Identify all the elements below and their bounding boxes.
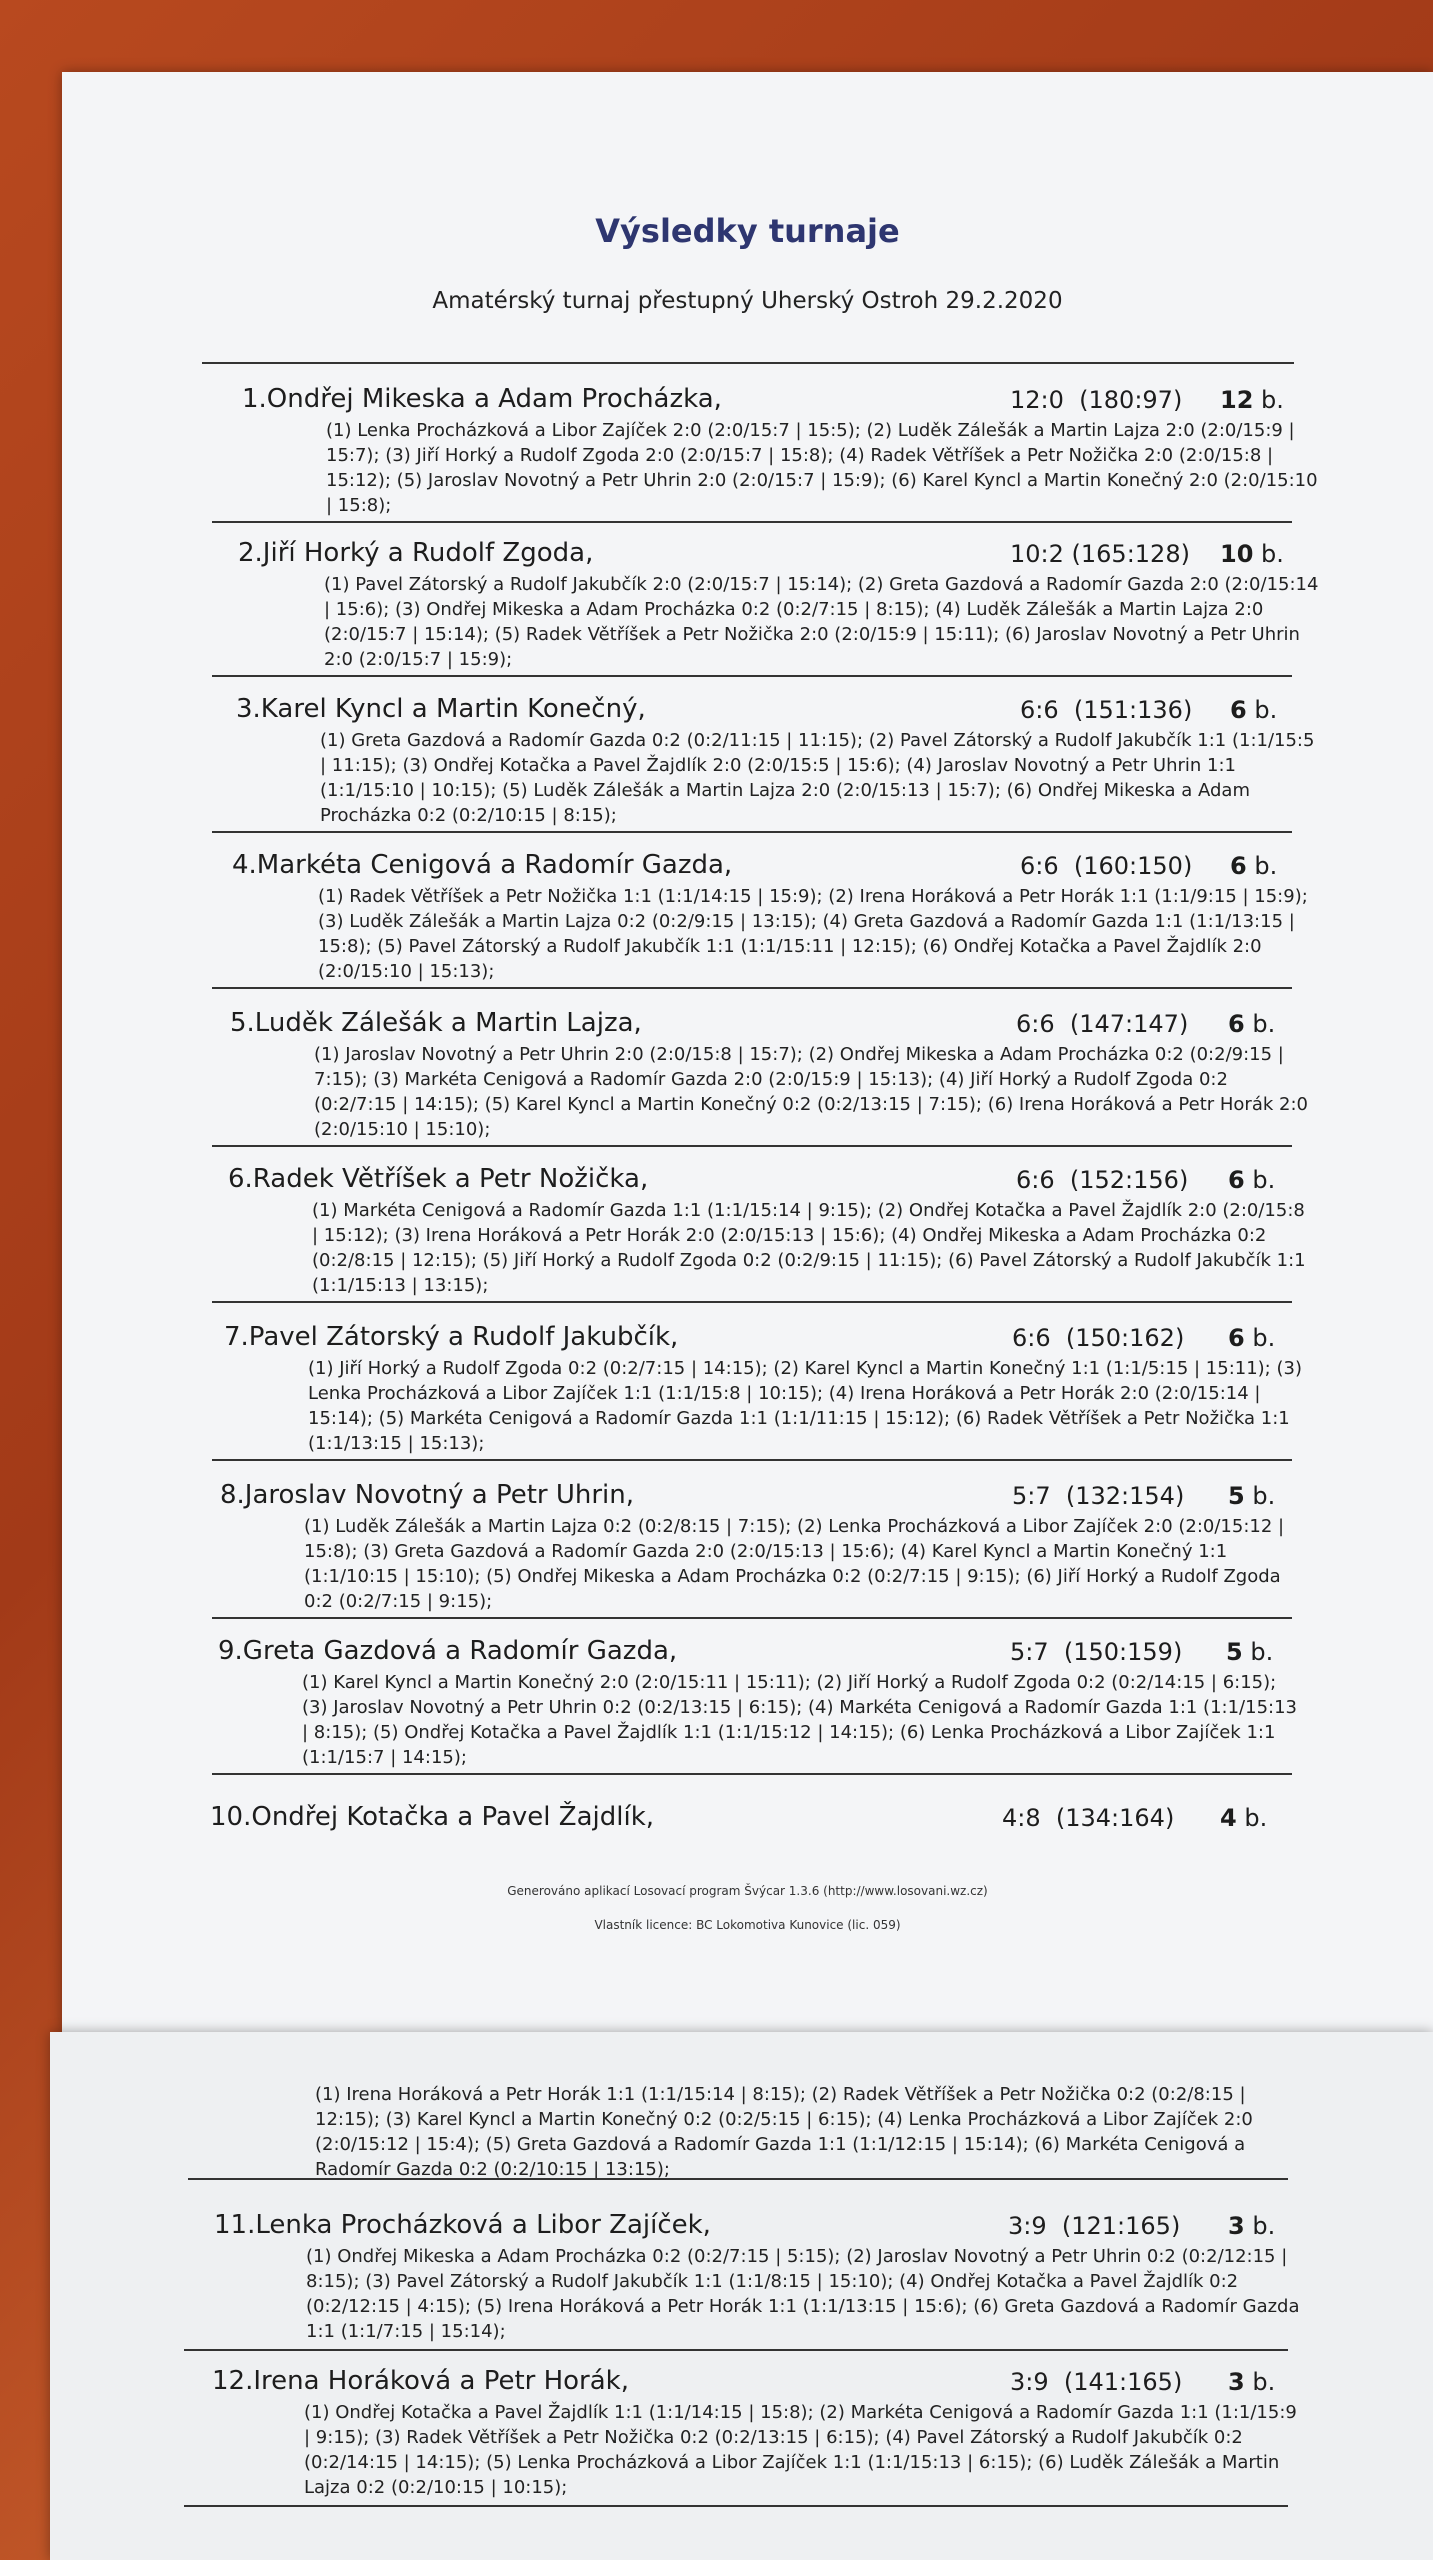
points-value: 6	[1228, 1166, 1245, 1194]
tournament-subtitle: Amatérský turnaj přestupný Uherský Ostroh 29.2.2020	[432, 288, 1063, 314]
team-name: 11.Lenka Procházková a Libor Zajíček,	[214, 2210, 711, 2240]
match-list: (1) Ondřej Kotačka a Pavel Žajdlík 1:1 (1:1/14:15 | 15:8); (2) Markéta Cenigová a Radomír Gazda 1:1 (1:1/15:9 | 9:15); (3) Radek Větříšek a Petr Nožička 0:2 (0:2/13:15 | 6:15); (4) Pavel Zátorský a Rudolf Jakubčík 0:2 (0:2/14:15 | 14:15); (5) Lenka Procházková a Libor Zajíček 1:1 (1:1/15:13 | 6:15); (6) Luděk Zálešák a Martin Lajza 0:2 (0:2/10:15 | 10:15);	[304, 2402, 1297, 2498]
divider	[212, 987, 1292, 989]
points-value: 12	[1220, 386, 1254, 414]
points-unit: b.	[1244, 1324, 1276, 1352]
points-value: 6	[1230, 696, 1247, 724]
team-score: 6:6 (147:147)	[1016, 1010, 1189, 1038]
points-value: 6	[1228, 1324, 1245, 1352]
team-points	[1220, 540, 1284, 568]
match-list: (1) Markéta Cenigová a Radomír Gazda 1:1 (1:1/15:14 | 9:15); (2) Ondřej Kotačka a Pavel Žajdlík 2:0 (2:0/15:8 | 15:12); (3) Irena Horáková a Petr Horák 2:0 (2:0/15:13 | 15:6); (4) Ondřej Mikeska a Adam Procházka 0:2 (0:2/8:15 | 12:15); (5) Jiří Horký a Rudolf Zgoda 0:2 (0:2/9:15 | 11:15); (6) Pavel Zátorský a Rudolf Jakubčík 1:1 (1:1/15:13 | 13:15);	[312, 1200, 1306, 1296]
team-score: 4:8 (134:164)	[1002, 1804, 1175, 1832]
team-score: 6:6 (150:162)	[1012, 1324, 1185, 1352]
team-points	[1228, 1482, 1275, 1510]
continued-match-list: (1) Irena Horáková a Petr Horák 1:1 (1:1/15:14 | 8:15); (2) Radek Větříšek a Petr Nožička 0:2 (0:2/8:15 | 12:15); (3) Karel Kyncl a Martin Konečný 0:2 (0:2/5:15 | 6:15); (4) Lenka Procházková a Libor Zajíček 2:0 (2:0/15:12 | 15:4); (5) Greta Gazdová a Radomír Gazda 1:1 (1:1/12:15 | 15:14); (6) Markéta Cenigová a Radomír Gazda 0:2 (0:2/10:15 | 13:15);	[315, 2084, 1253, 2180]
match-list: (1) Karel Kyncl a Martin Konečný 2:0 (2:0/15:11 | 15:11); (2) Jiří Horký a Rudolf Zgoda 0:2 (0:2/14:15 | 6:15); (3) Jaroslav Novotný a Petr Uhrin 0:2 (0:2/13:15 | 6:15); (4) Markéta Cenigová a Radomír Gazda 1:1 (1:1/15:13 | 8:15); (5) Ondřej Kotačka a Pavel Žajdlík 1:1 (1:1/15:12 | 14:15); (6) Lenka Procházková a Libor Zajíček 1:1 (1:1/15:7 | 14:15);	[302, 1672, 1297, 1768]
divider	[212, 1617, 1292, 1619]
team-points	[1230, 696, 1277, 724]
team-name: 7.Pavel Zátorský a Rudolf Jakubčík,	[224, 1322, 679, 1352]
points-value: 3	[1228, 2368, 1245, 2396]
points-value: 10	[1220, 540, 1254, 568]
team-score: 10:2 (165:128)	[1010, 540, 1190, 568]
match-list: (1) Luděk Zálešák a Martin Lajza 0:2 (0:2/8:15 | 7:15); (2) Lenka Procházková a Libor Zajíček 2:0 (2:0/15:12 | 15:8); (3) Greta Gazdová a Radomír Gazda 2:0 (2:0/15:13 | 15:6); (4) Karel Kyncl a Martin Konečný 1:1 (1:1/10:15 | 15:10); (5) Ondřej Mikeska a Adam Procházka 0:2 (0:2/7:15 | 9:15); (6) Jiří Horký a Rudolf Zgoda 0:2 (0:2/7:15 | 9:15);	[304, 1516, 1285, 1612]
team-score: 3:9 (121:165)	[1008, 2212, 1181, 2240]
points-value: 5	[1228, 1482, 1245, 1510]
team-points	[1220, 1804, 1267, 1832]
points-unit: b.	[1253, 540, 1284, 568]
points-unit: b.	[1244, 2212, 1276, 2240]
match-list: (1) Pavel Zátorský a Rudolf Jakubčík 2:0 (2:0/15:7 | 15:14); (2) Greta Gazdová a Radomír Gazda 2:0 (2:0/15:14 | 15:6); (3) Ondřej Mikeska a Adam Procházka 0:2 (0:2/7:15 | 8:15); (4) Luděk Zálešák a Martin Lajza 2:0 (2:0/15:7 | 15:14); (5) Radek Větříšek a Petr Nožička 2:0 (2:0/15:9 | 15:11); (6) Jaroslav Novotný a Petr Uhrin 2:0 (2:0/15:7 | 15:9);	[324, 574, 1319, 670]
points-value: 6	[1228, 1010, 1245, 1038]
match-list: (1) Jiří Horký a Rudolf Zgoda 0:2 (0:2/7:15 | 14:15); (2) Karel Kyncl a Martin Konečný 1:1 (1:1/5:15 | 15:11); (3) Lenka Procházková a Libor Zajíček 1:1 (1:1/15:8 | 10:15); (4) Irena Horáková a Petr Horák 2:0 (2:0/15:14 | 15:14); (5) Markéta Cenigová a Radomír Gazda 1:1 (1:1/11:15 | 15:12); (6) Radek Větříšek a Petr Nožička 1:1 (1:1/13:15 | 15:13);	[308, 1358, 1302, 1454]
divider	[212, 1773, 1292, 1775]
page-title: Výsledky turnaje	[595, 212, 900, 250]
generator-note: Generováno aplikací Losovací program Švýcar 1.3.6 (http://www.losovani.wz.cz)	[507, 1884, 988, 1898]
team-name: 5.Luděk Zálešák a Martin Lajza,	[230, 1008, 642, 1038]
license-note: Vlastník licence: BC Lokomotiva Kunovice (lic. 059)	[594, 1918, 901, 1932]
points-unit: b.	[1253, 386, 1284, 414]
points-unit: b.	[1242, 1638, 1274, 1666]
divider	[184, 2349, 1288, 2351]
divider	[212, 675, 1292, 677]
divider	[212, 1301, 1292, 1303]
divider	[188, 2178, 1288, 2180]
team-score: 12:0 (180:97)	[1010, 386, 1183, 414]
team-name: 4.Markéta Cenigová a Radomír Gazda,	[232, 850, 733, 880]
team-score: 6:6 (160:150)	[1020, 852, 1193, 880]
points-unit: b.	[1244, 2368, 1276, 2396]
divider	[212, 1459, 1292, 1461]
points-unit: b.	[1244, 1166, 1276, 1194]
divider	[212, 831, 1292, 833]
team-name: 8.Jaroslav Novotný a Petr Uhrin,	[220, 1480, 635, 1510]
points-unit: b.	[1236, 1804, 1268, 1832]
results-sheet-page2	[50, 2032, 1433, 2560]
team-points	[1228, 1324, 1275, 1352]
divider	[212, 521, 1292, 523]
team-points	[1220, 386, 1284, 414]
team-name: 10.Ondřej Kotačka a Pavel Žajdlík,	[210, 1802, 655, 1832]
match-list: (1) Jaroslav Novotný a Petr Uhrin 2:0 (2:0/15:8 | 15:7); (2) Ondřej Mikeska a Adam Procházka 0:2 (0:2/9:15 | 7:15); (3) Markéta Cenigová a Radomír Gazda 2:0 (2:0/15:9 | 15:13); (4) Jiří Horký a Rudolf Zgoda 0:2 (0:2/7:15 | 14:15); (5) Karel Kyncl a Martin Konečný 0:2 (0:2/13:15 | 7:15); (6) Irena Horáková a Petr Horák 2:0 (2:0/15:10 | 15:10);	[314, 1044, 1308, 1140]
points-unit: b.	[1244, 1482, 1276, 1510]
team-points	[1226, 1638, 1273, 1666]
match-list: (1) Radek Větříšek a Petr Nožička 1:1 (1:1/14:15 | 15:9); (2) Irena Horáková a Petr Horák 1:1 (1:1/9:15 | 15:9); (3) Luděk Zálešák a Martin Lajza 0:2 (0:2/9:15 | 13:15); (4) Greta Gazdová a Radomír Gazda 1:1 (1:1/13:15 | 15:8); (5) Pavel Zátorský a Rudolf Jakubčík 1:1 (1:1/15:11 | 12:15); (6) Ondřej Kotačka a Pavel Žajdlík 2:0 (2:0/15:10 | 15:13);	[318, 886, 1308, 982]
team-name: 6.Radek Větříšek a Petr Nožička,	[228, 1164, 649, 1194]
points-unit: b.	[1244, 1010, 1276, 1038]
team-score: 5:7 (150:159)	[1010, 1638, 1183, 1666]
points-value: 6	[1230, 852, 1247, 880]
divider	[212, 1145, 1292, 1147]
team-score: 5:7 (132:154)	[1012, 1482, 1185, 1510]
divider	[202, 362, 1294, 364]
team-points	[1230, 852, 1277, 880]
team-score: 6:6 (151:136)	[1020, 696, 1193, 724]
team-name: 12.Irena Horáková a Petr Horák,	[212, 2366, 630, 2396]
points-value: 4	[1220, 1804, 1237, 1832]
match-list: (1) Lenka Procházková a Libor Zajíček 2:0 (2:0/15:7 | 15:5); (2) Luděk Zálešák a Martin Lajza 2:0 (2:0/15:9 | 15:7); (3) Jiří Horký a Rudolf Zgoda 2:0 (2:0/15:7 | 15:8); (4) Radek Větříšek a Petr Nožička 2:0 (2:0/15:8 | 15:12); (5) Jaroslav Novotný a Petr Uhrin 2:0 (2:0/15:7 | 15:9); (6) Karel Kyncl a Martin Konečný 2:0 (2:0/15:10 | 15:8);	[326, 420, 1318, 516]
team-name: 3.Karel Kyncl a Martin Konečný,	[236, 694, 646, 724]
points-unit: b.	[1246, 852, 1278, 880]
results-sheet-page1	[62, 72, 1433, 2032]
team-points	[1228, 2212, 1275, 2240]
team-score: 6:6 (152:156)	[1016, 1166, 1189, 1194]
divider	[184, 2505, 1288, 2507]
points-unit: b.	[1246, 696, 1278, 724]
team-points	[1228, 1166, 1275, 1194]
team-points	[1228, 1010, 1275, 1038]
match-list: (1) Ondřej Mikeska a Adam Procházka 0:2 (0:2/7:15 | 5:15); (2) Jaroslav Novotný a Petr Uhrin 0:2 (0:2/12:15 | 8:15); (3) Pavel Zátorský a Rudolf Jakubčík 1:1 (1:1/8:15 | 15:10); (4) Ondřej Kotačka a Pavel Žajdlík 0:2 (0:2/12:15 | 4:15); (5) Irena Horáková a Petr Horák 1:1 (1:1/13:15 | 15:6); (6) Greta Gazdová a Radomír Gazda 1:1 (1:1/7:15 | 15:14);	[306, 2246, 1300, 2342]
match-list: (1) Greta Gazdová a Radomír Gazda 0:2 (0:2/11:15 | 11:15); (2) Pavel Zátorský a Rudolf Jakubčík 1:1 (1:1/15:5 | 11:15); (3) Ondřej Kotačka a Pavel Žajdlík 2:0 (2:0/15:5 | 15:6); (4) Jaroslav Novotný a Petr Uhrin 1:1 (1:1/15:10 | 10:15); (5) Luděk Zálešák a Martin Lajza 2:0 (2:0/15:13 | 15:7); (6) Ondřej Mikeska a Adam Procházka 0:2 (0:2/10:15 | 8:15);	[320, 730, 1315, 826]
team-points	[1228, 2368, 1275, 2396]
points-value: 3	[1228, 2212, 1245, 2240]
team-name: 2.Jiří Horký a Rudolf Zgoda,	[238, 538, 594, 568]
team-name: 1.Ondřej Mikeska a Adam Procházka,	[242, 384, 722, 414]
team-name: 9.Greta Gazdová a Radomír Gazda,	[218, 1636, 678, 1666]
points-value: 5	[1226, 1638, 1243, 1666]
team-score: 3:9 (141:165)	[1010, 2368, 1183, 2396]
